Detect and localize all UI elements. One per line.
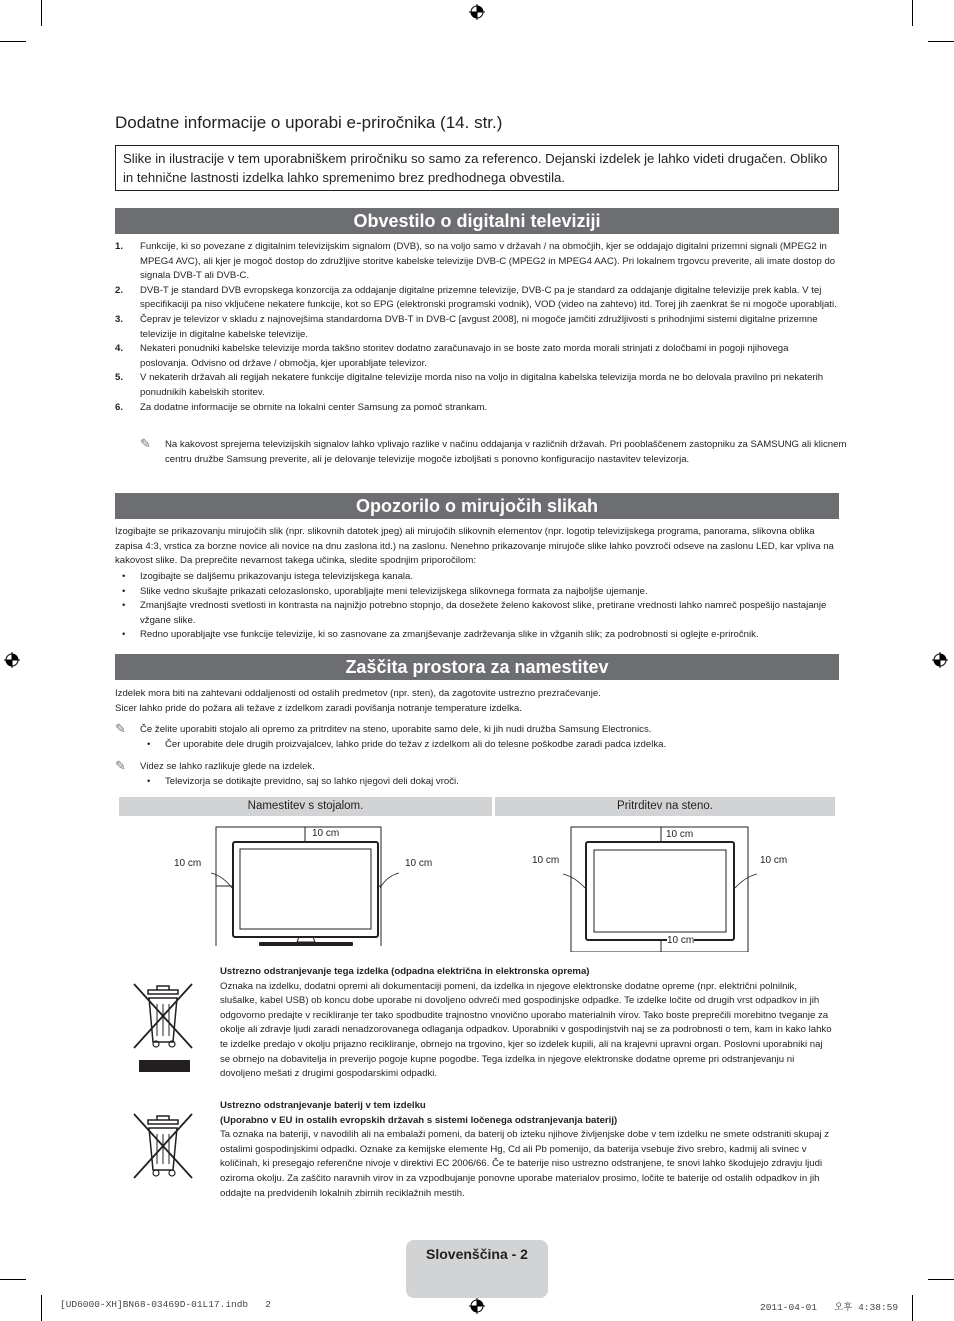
clearance-label-top: 10 cm: [312, 828, 340, 839]
battery-subtitle: (Uporabno v EU in ostalih evropskih državah s sistemi ločenega odstranjevanja baterij): [220, 1114, 618, 1126]
note-text: Če želite uporabiti stojalo ali opremo za pritrditev na steno, uporabite samo dele, ki jih nudi družba Samsung Electronics.: [140, 724, 652, 735]
note-pencil-icon: ✎: [140, 436, 151, 451]
digital-tv-list: [115, 240, 839, 415]
clearance-label-right: 10 cm: [760, 855, 788, 866]
section-title-still-image: Opozorilo o mirujočih slikah: [115, 493, 839, 519]
list-item: [115, 284, 839, 313]
crop-mark: [0, 41, 26, 42]
still-image-bullets: [115, 570, 839, 643]
print-date: 2011-04-01 오후 4:38:59: [760, 1302, 899, 1313]
item-number: 6.: [115, 401, 124, 413]
wall-installation-diagram: [495, 818, 835, 952]
registration-mark-icon: [469, 1298, 485, 1314]
page-title: Dodatne informacije o uporabi e-priročnika (14. str.): [115, 113, 503, 132]
battery-title: Ustrezno odstranjevanje baterij v tem izdelku: [220, 1100, 426, 1111]
installation-intro: [115, 687, 839, 716]
still-image-intro: Izogibajte se prikazovanju mirujočih slik (npr. slikovnih datotek jpeg) ali mirujočih slikovnih elementov (npr. logotip televizijskega programa, panorama, slikovna oblika zapisa 4:3, vrstica za borzne novice ali novice na dnu zaslona itd.) na zaslonu. Nenehno prikazovanje mirujoče slike lahko povzroči odseve na zaslonu LED, kar vpliva na kakovost slike. Da preprečite nevarnost takega učinka, sledite spodnjim priporočilom:: [115, 526, 834, 567]
weee-title: Ustrezno odstranjevanje tega izdelka (odpadna električna in elektronska oprema): [220, 966, 590, 977]
list-item: [115, 240, 839, 284]
list-item: • Izogibajte se daljšemu prikazovanju istega televizijskega kanala.: [115, 570, 839, 585]
registration-mark-icon: [932, 652, 948, 668]
battery-section: [220, 1099, 832, 1201]
crop-mark: [0, 1279, 26, 1280]
battery-text: Ta oznaka na bateriji, v navodilih ali na embalaži pomeni, da baterij ob izteku njihove življenjske dobe v tem izdelku ne smete odstraniti skupaj z ostalimi gospodinjskimi odpadki. Oznake za kemijske elemente Hg, Cd ali Pb pomenijo, da baterija vsebuje živo srebro, kadmij ali svinec v količinah, ki presegajo referenčne nivoje v direktivi EC 2006/66. Če te baterije niso ustrezno odstranjene, te snovi lahko škodujejo zdravju ljudi oziroma okolju. Za zaščito naravnih virov in za vzpodbujanje ponovne uporabe materialov prosimo, ločite te baterije od ostalih odpadkov in jih oddajte na predvidenih lokalnih zbirnih reciklažnih mestih.: [220, 1129, 830, 1199]
clearance-label-left: 10 cm: [532, 855, 560, 866]
note-text: Na kakovost sprejema televizijskih signalov lahko vplivajo razlike v načinu oddajanja v različnih državah. Pri pooblaščenem zastopniku za SAMSUNG ali klicnem centru družbe Samsung preverite, ali je delovanje televizije mogoče izboljšati s ponovno konfiguracijo nastavitev televizorja.: [165, 439, 847, 465]
file-name: [UD6000-XH]BN68-03469D-01L17.indb 2: [60, 1299, 271, 1310]
section-title-installation: Zaščita prostora za namestitev: [115, 654, 839, 680]
crop-mark: [928, 1279, 954, 1280]
section-title-digital-tv: Obvestilo o digitalni televiziji: [115, 208, 839, 234]
item-number: 4.: [115, 343, 124, 355]
registration-mark-icon: [4, 652, 20, 668]
item-text: Za dodatne informacije se obrnite na lokalni center Samsung za pomoč strankam.: [140, 401, 488, 413]
crop-mark: [912, 0, 913, 26]
weee-section: [220, 965, 832, 1082]
intro-line: Sicer lahko pride do požara ali težave z izdelkom zaradi povišanja notranje temperature izdelka.: [115, 702, 522, 714]
clearance-label-bottom: 10 cm: [667, 935, 695, 946]
item-text: Nekateri ponudniki kabelske televizije morda takšno storitev dodatno zaračunavajo in se boste zato morda morali strinjati z določbami in pogoji njihovega poslovanja. Odvisno od države / območja, kjer uporabljate televizor.: [140, 343, 789, 369]
crossed-bin-icon: [130, 980, 196, 1074]
crop-mark: [912, 1295, 913, 1321]
crop-mark: [41, 1295, 42, 1321]
notice-box: Slike in ilustracije v tem uporabniškem priročniku so samo za referenco. Dejanski izdelek je lahko videti drugačen. Obliko in tehnične lastnosti izdelka lahko spremenimo brez predhodnega obvestila.: [115, 145, 839, 191]
column-header-stand: Namestitev s stojalom.: [119, 797, 492, 816]
intro-line: Izdelek mora biti na zahtevani oddaljenosti od ostalih predmetov (npr. sten), da zagotovite ustrezno prezračevanje.: [115, 688, 601, 699]
item-text: Funkcije, ki so povezane z digitalnim televizijskim signalom (DVB), so na voljo samo v državah / na območjih, kjer se oddajajo digitalni prizemni signali (MPEG2 in MPEG4 AVC), ali kjer je mogoč dostop do združljive storitve kabelske televizije DVB-C (MPEG2 in MPEG4 AAC). Pri lokalnem trgovcu preverite, ali imate dostop do signala DVB-T ali DVB-C.: [140, 241, 836, 282]
crop-mark: [928, 41, 954, 42]
item-number: 5.: [115, 372, 124, 384]
list-item: • Slike vedno skušajte prikazati celozaslonsko, uporabljajte meni televizijskega slikovnega formata za najboljše ujemanje.: [115, 585, 839, 600]
list-item: [115, 313, 839, 342]
list-item: • Redno uporabljajte vse funkcije televizije, ki so zasnovane za zmanjševanje zadrževanja slike in vžganih slik; za podrobnosti si oglejte e-priročnik.: [115, 628, 839, 643]
digital-tv-note: [140, 438, 855, 467]
registration-mark-icon: [469, 4, 485, 20]
column-header-wall: Pritrditev na steno.: [495, 797, 835, 816]
note-pencil-icon: ✎: [115, 721, 126, 736]
list-item: [115, 371, 839, 400]
stand-installation-diagram: [119, 818, 492, 952]
list-item: • Čer uporabite dele drugih proizvajalcev, lahko pride do težav z izdelkom ali do telesne poškodbe zaradi padca izdelka.: [140, 738, 839, 753]
item-text: V nekaterih državah ali regijah nekatere funkcije digitalne televizije morda niso na voljo in digitalna kabelska televizija morda ne bo delovala pravilno pri nekaterih ponudnikih kabelskih storitev.: [140, 372, 824, 398]
list-item: • Zmanjšajte vrednosti svetlosti in kontrasta na najnižjo potrebno stopnjo, da dosežete želeno kakovost slike, pretirane vrednosti lahko namreč pospešijo nastajanje vžgane slike.: [115, 599, 839, 628]
note-text: Videz se lahko razlikuje glede na izdelek.: [140, 761, 315, 772]
crop-mark: [41, 0, 42, 26]
list-item: • Televizorja se dotikajte previdno, saj so lahko njegovi deli dokaj vroči.: [140, 775, 839, 790]
crossed-bin-battery-icon: [130, 1112, 196, 1182]
item-number: 2.: [115, 284, 124, 296]
clearance-label-top: 10 cm: [666, 829, 694, 840]
list-item: [115, 342, 839, 371]
item-text: DVB-T je standard DVB evropskega konzorcija za oddajanje digitalne prizemne televizije, DVB-C pa je standard za oddajanje digitalne televizije prek kabla. V tej specifikaciji pa niso vključene nekatere funkcije, kot so EPG (elektronski programski vodnik), VOD (video na zahtevo) itd. Torej jih zaenkrat še ni mogoče uporabljati.: [140, 284, 837, 311]
item-number: 1.: [115, 241, 124, 252]
page-number-label: Slovenščina - 2: [426, 1246, 528, 1262]
item-text: Čeprav je televizor v skladu z najnovejšima standardoma DVB-T in DVB-C [avgust 2008], ni mogoče jamčiti združljivosti s prihodnjimi sistemi digitalne prizemne televizije in digitalne kabelske televizije.: [140, 313, 818, 340]
installation-note-2: [115, 760, 839, 789]
note-pencil-icon: ✎: [115, 758, 126, 773]
clearance-label-left: 10 cm: [174, 858, 202, 869]
item-number: 3.: [115, 313, 124, 325]
installation-note-1: [115, 723, 839, 752]
clearance-label-right: 10 cm: [405, 858, 433, 869]
list-item: [115, 401, 839, 416]
weee-text: Oznaka na izdelku, dodatni opremi ali dokumentaciji pomeni, da izdelka in njegove elektronske dodatne opreme (npr. električni polnilnik, slušalke, kabel USB) ob koncu dobe uporabe ni dovoljeno odvreči med gospodinjske odpadke. Te izdelke ločite od drugih vrst odpadkov in jih odgovorno predajte v recikliranje ter tako spodbudite trajnostno vnovično uporabo materialnih virov. Tako boste preprečili morebitno tveganje za okolje ali zdravje ljudi zaradi nenadzorovanega odlaganja odpadkov. Uporabniki v gospodinjstvih naj se za podrobnosti o tem, kam in kako lahko te izdelke predajo v okolju prijazno recikliranje, obrnejo na trgovino, kjer so izdelek kupili, ali na krajevni upravni organ. Poslovni uporabniki naj se obrnejo na dobavitelja in preverijo pogoje kupne pogodbe. Tega izdelka in njegove elektronske dodatne opreme pri odstranjevanju ni dovoljeno mešati z drugimi gospodarskimi odpadki.: [220, 980, 832, 1080]
